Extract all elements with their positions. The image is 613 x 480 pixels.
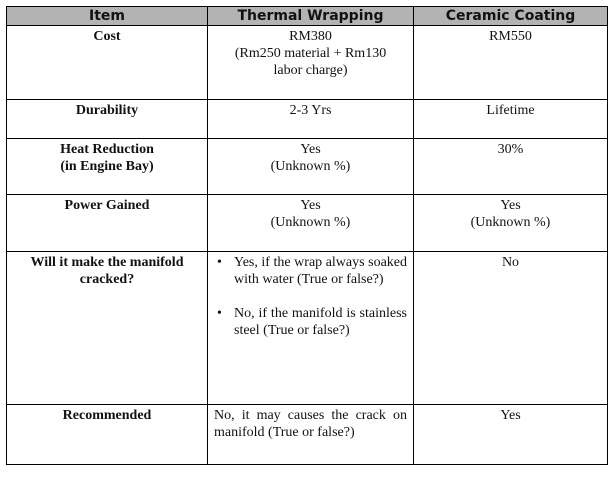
cell-line: (Unknown %) <box>470 215 551 230</box>
row-recommended <box>7 405 608 465</box>
item-line: (in Engine Bay) <box>60 159 154 174</box>
row-heat-reduction <box>7 139 608 195</box>
row-power-gained <box>7 195 608 252</box>
cell-line: (Unknown %) <box>270 159 351 174</box>
thermal-cell <box>208 100 414 139</box>
cell-line: Lifetime <box>486 103 535 118</box>
cell-line: RM550 <box>489 29 532 44</box>
cell-line: Yes <box>500 408 521 423</box>
thermal-cell <box>208 252 414 405</box>
thermal-cell <box>208 26 414 100</box>
ceramic-cell <box>414 100 608 139</box>
row-cost <box>7 26 608 100</box>
header-thermal-wrapping: Thermal Wrapping <box>208 7 414 26</box>
row-durability <box>7 100 608 139</box>
cell-line: Yes <box>300 198 321 213</box>
ceramic-cell <box>414 195 608 252</box>
cell-line: Yes <box>300 142 321 157</box>
ceramic-cell <box>414 405 608 465</box>
ceramic-cell <box>414 252 608 405</box>
bullet-item <box>214 254 407 288</box>
item-cell: Recommended <box>7 405 208 465</box>
row-manifold-cracked <box>7 252 608 405</box>
ceramic-cell <box>414 139 608 195</box>
thermal-cell <box>208 405 414 465</box>
cell-line: RM380 <box>289 29 332 44</box>
cell-line: 2-3 Yrs <box>289 103 332 118</box>
bullet-icon: • <box>217 306 222 321</box>
item-cell: Cost <box>7 26 208 100</box>
item-cell <box>7 252 208 405</box>
bullet-text: Yes, if the wrap always soaked with water (True or false?) <box>234 255 407 287</box>
item-cell: Power Gained <box>7 195 208 252</box>
bullet-list <box>214 254 407 339</box>
cell-line: Yes <box>500 198 521 213</box>
cell-line: labor charge) <box>273 63 348 78</box>
item-line: cracked? <box>79 272 135 287</box>
cell-line: No <box>501 255 520 270</box>
cell-line: 30% <box>497 142 524 157</box>
header-ceramic-coating: Ceramic Coating <box>414 7 608 26</box>
bullet-text: No, if the manifold is stainless steel (True or false?) <box>234 306 407 338</box>
ceramic-cell <box>414 26 608 100</box>
item-line: Heat Reduction <box>60 142 154 157</box>
cell-line: (Unknown %) <box>270 215 351 230</box>
header-row <box>7 7 608 26</box>
cell-line: (Rm250 material + Rm130 <box>234 46 387 61</box>
comparison-table <box>6 6 608 465</box>
bullet-icon: • <box>217 255 222 270</box>
item-cell: Durability <box>7 100 208 139</box>
thermal-cell <box>208 195 414 252</box>
bullet-item <box>214 305 407 339</box>
item-line: Will it make the manifold <box>30 255 184 270</box>
thermal-cell <box>208 139 414 195</box>
item-cell <box>7 139 208 195</box>
cell-text: No, it may causes the crack on manifold (True or false?) <box>214 408 407 440</box>
header-item: Item <box>7 7 208 26</box>
